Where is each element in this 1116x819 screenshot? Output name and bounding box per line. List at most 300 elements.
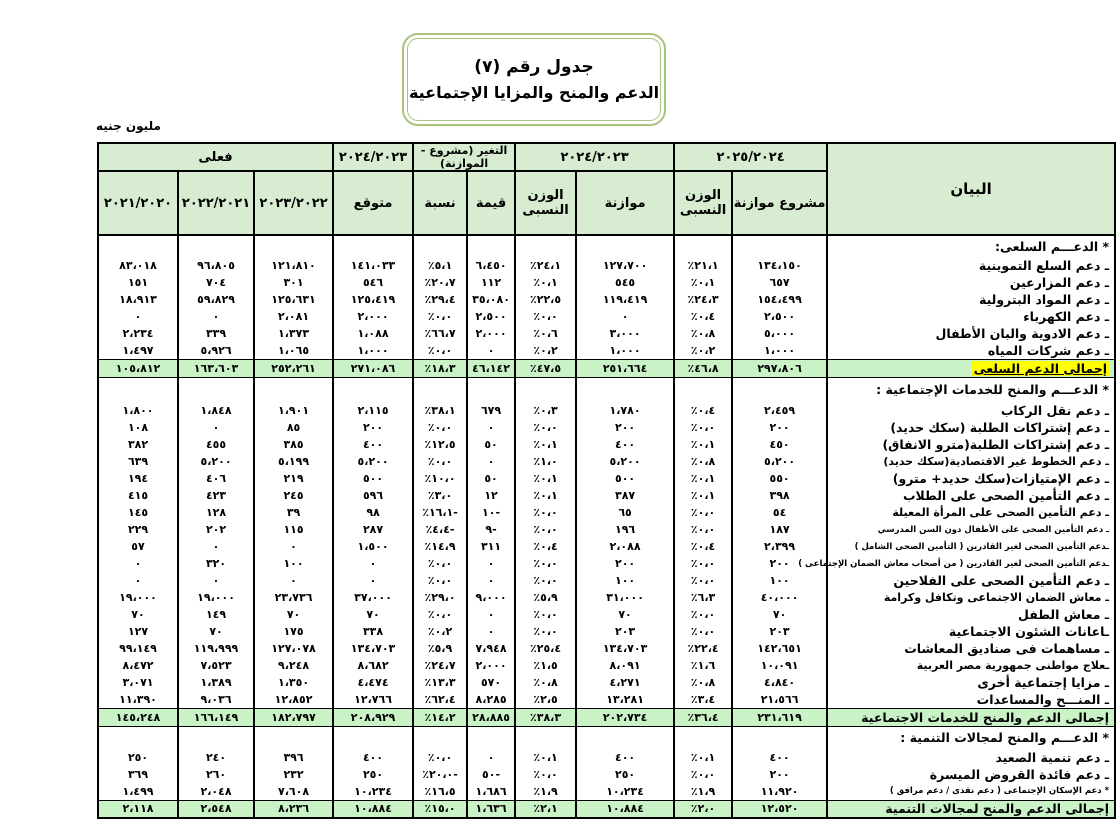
table-row (98, 749, 1115, 766)
cell-value: ٪٣٦،٤ (674, 708, 732, 726)
cell-value: ٪١،٩ (674, 783, 732, 800)
cell-value: ٪٠،٠ (674, 606, 732, 623)
cell-value (98, 726, 178, 749)
cell-value: ١٢٥،٦٣١ (254, 291, 333, 308)
cell-value: ٢١٩ (254, 470, 333, 487)
highlighted-total-label: إجمالى الدعم السلعى (973, 360, 1108, 376)
cell-value: ٣٧،٠٠٠ (333, 589, 413, 606)
cell-value: ١١٥ (254, 521, 333, 538)
cell-value: ٢٥٠ (98, 749, 178, 766)
cell-value: ٥٠ (467, 470, 515, 487)
table-row (98, 342, 1115, 359)
col-header-budget-project: مشروع موازنة (732, 171, 827, 235)
cell-value: ٤٠،٠٠٠ (732, 589, 827, 606)
total-row (98, 359, 1115, 377)
cell-value: ٢٠٠ (576, 555, 674, 572)
table-row (98, 572, 1115, 589)
cell-value: ٢،٤٥٩ (732, 402, 827, 419)
cell-value: ٣،٠٧١ (98, 674, 178, 691)
row-label: ـ المنـــح والمساعدات (827, 691, 1115, 708)
table-title-box (402, 33, 666, 126)
cell-value: ٠ (467, 749, 515, 766)
cell-value: ٪١،٦ (674, 657, 732, 674)
row-label: ـ دعم الخطوط غير الاقتصادية(سكك حديد) (827, 453, 1115, 470)
cell-value: ١١٢ (467, 274, 515, 291)
cell-value: ٪٣،٠ (413, 487, 467, 504)
cell-value: ٪٠،١ (674, 274, 732, 291)
cell-value: ٪٢٠،٠- (413, 766, 467, 783)
cell-value: ٢١،٥٦٦ (732, 691, 827, 708)
cell-value: ٥٠ (467, 436, 515, 453)
cell-value: ٪١٦،١- (413, 504, 467, 521)
cell-value: ٠ (254, 572, 333, 589)
cell-value (254, 726, 333, 749)
cell-value: ٠ (333, 555, 413, 572)
cell-value: ٩٦،٨٠٥ (178, 257, 254, 274)
cell-value: ٢٩٧،٨٠٦ (732, 359, 827, 377)
section-row (98, 377, 1115, 402)
cell-value: ٪٢٢،٥ (515, 291, 576, 308)
cell-value: ٤،٤٧٤ (333, 674, 413, 691)
cell-value: ١٢،٨٥٢ (254, 691, 333, 708)
cell-value: ٪٠،٣ (515, 402, 576, 419)
cell-value: ٤٥٥ (178, 436, 254, 453)
cell-value: ٪٠،٠ (515, 766, 576, 783)
cell-value: ١٤٢،٦٥١ (732, 640, 827, 657)
table-header (98, 143, 1115, 235)
cell-value (732, 726, 827, 749)
cell-value: ٢٠٢،٧٣٤ (576, 708, 674, 726)
cell-value: ٠ (467, 606, 515, 623)
cell-value: ٪١٠،٠ (413, 470, 467, 487)
cell-value: ١،٣٥٠ (254, 674, 333, 691)
cell-value: ٢٦٠ (178, 766, 254, 783)
cell-value: ١٢،٧٦٦ (333, 691, 413, 708)
cell-value: ١٩،٠٠٠ (98, 589, 178, 606)
cell-value: ١٠٠ (254, 555, 333, 572)
cell-value: ٪٢٥،٤ (515, 640, 576, 657)
cell-value: ٪٠،٠ (413, 308, 467, 325)
cell-value: ٢٥٠ (576, 766, 674, 783)
cell-value: ٢٠٣ (732, 623, 827, 640)
total-row (98, 800, 1115, 818)
cell-value: ١٠،٠٩١ (732, 657, 827, 674)
cell-value: ٠ (333, 572, 413, 589)
cell-value: ٪١٣،٣ (413, 674, 467, 691)
cell-value: ١٤٥،٢٤٨ (98, 708, 178, 726)
table-subject-title: الدعم والمنح والمزايا الإجتماعية (408, 83, 660, 102)
cell-value (515, 377, 576, 402)
cell-value: ٧٠ (178, 623, 254, 640)
cell-value (333, 377, 413, 402)
cell-value: ٢،٢٣٤ (98, 325, 178, 342)
cell-value: ١،٤٩٩ (98, 783, 178, 800)
cell-value: ٢٥١،٦٦٤ (576, 359, 674, 377)
col-group-2023-2024: ٢٠٢٤/٢٠٢٣ (515, 143, 674, 171)
cell-value: ٨٣،٠١٨ (98, 257, 178, 274)
row-label: ـ دعم شركات المياه (827, 342, 1115, 359)
cell-value: ٠ (98, 308, 178, 325)
table-row (98, 487, 1115, 504)
cell-value: ٧٠ (732, 606, 827, 623)
row-label: ـ دعم التأمين الصحى على الفلاحين (827, 572, 1115, 589)
cell-value: ٢٣،٧٣٦ (254, 589, 333, 606)
cell-value: ٣٩٨ (732, 487, 827, 504)
cell-value: ٪٠،١ (515, 274, 576, 291)
cell-value: ١،٨٤٨ (178, 402, 254, 419)
cell-value: ٢٠٠ (576, 419, 674, 436)
cell-value: ٪٠،٤ (674, 308, 732, 325)
row-label: ـدعم التأمين الصحى لغير القادرين ( من أصحاب معاش الضمان الإجتماعى ) (827, 555, 1115, 572)
cell-value: ٪٤٧،٥ (515, 359, 576, 377)
table-row (98, 589, 1115, 606)
cell-value: ٨٥ (254, 419, 333, 436)
cell-value: ١٠٥،٨١٢ (98, 359, 178, 377)
row-label: ـ مزايا إجتماعية أخرى (827, 674, 1115, 691)
col-header-change-value: قيمة (467, 171, 515, 235)
cell-value (674, 377, 732, 402)
cell-value (732, 377, 827, 402)
col-header-relative-weight-project: الوزن النسبى (674, 171, 732, 235)
cell-value (178, 377, 254, 402)
budget-table (97, 142, 1116, 819)
cell-value: ٢٠٨،٩٢٩ (333, 708, 413, 726)
cell-value: ١٣٤،٧٠٣ (333, 640, 413, 657)
row-label: ـ مساهمات فى صناديق المعاشات (827, 640, 1115, 657)
table-number-title: جدول رقم (٧) (474, 57, 594, 77)
cell-value: ٢٥٠ (333, 766, 413, 783)
cell-value: ١٦٣،٦٠٣ (178, 359, 254, 377)
cell-value: ٢،٠٤٨ (178, 783, 254, 800)
cell-value: ٪٠،٠ (515, 521, 576, 538)
cell-value: ٦٥ (576, 504, 674, 521)
cell-value: ٠ (178, 572, 254, 589)
cell-value: ١٩٤ (98, 470, 178, 487)
row-label: ـ دعم التأمين الصحى على الأطفال دون السن المدرسي (827, 521, 1115, 538)
cell-value: ٣٠١ (254, 274, 333, 291)
cell-value: ٪٠،٠ (515, 308, 576, 325)
row-label: ـ دعم إشتراكات الطلبة(مترو الانفاق) (827, 436, 1115, 453)
cell-value: ٪٠،١ (674, 470, 732, 487)
row-label (827, 359, 1115, 377)
cell-value: ٤٦،١٤٢ (467, 359, 515, 377)
cell-value: ١٢ (467, 487, 515, 504)
cell-value: ٥،٠٠٠ (732, 325, 827, 342)
cell-value: ٪١٥،٠ (413, 800, 467, 818)
cell-value: ٢٣١،٦١٩ (732, 708, 827, 726)
cell-value: ٢٠٠ (732, 766, 827, 783)
cell-value (674, 235, 732, 257)
cell-value: ١٩٦ (576, 521, 674, 538)
table-row (98, 555, 1115, 572)
cell-value: ٪٣٨،٣ (515, 708, 576, 726)
cell-value: ٣٩ (254, 504, 333, 521)
cell-value: ١٢،٥٢٠ (732, 800, 827, 818)
cell-value: ٣٣٨ (333, 623, 413, 640)
cell-value: ٪٠،١ (515, 470, 576, 487)
cell-value: ٪٥،٩ (515, 589, 576, 606)
cell-value: ٥٤ (732, 504, 827, 521)
cell-value: ٢،٠٠٠ (333, 308, 413, 325)
cell-value: ٣١١ (467, 538, 515, 555)
table-title-inner-frame (407, 38, 661, 121)
cell-value: ٪٦٢،٤ (413, 691, 467, 708)
cell-value: ٥٠- (467, 766, 515, 783)
cell-value: ١٨،٩١٣ (98, 291, 178, 308)
cell-value: ٧،٦٠٨ (254, 783, 333, 800)
cell-value: ٪٠،٨ (515, 674, 576, 691)
cell-value: ٢٤٠ (178, 749, 254, 766)
cell-value: ١٠،٨٨٤ (333, 800, 413, 818)
cell-value: ٪٠،٠ (515, 555, 576, 572)
cell-value: ٩٨ (333, 504, 413, 521)
cell-value (515, 726, 576, 749)
col-header-relative-weight-budget: الوزن النسبى (515, 171, 576, 235)
cell-value: ٨،٢٣٦ (254, 800, 333, 818)
cell-value: ٣٣٩ (178, 325, 254, 342)
cell-value: ٪٠،٠ (674, 623, 732, 640)
cell-value: ٢٧١،٠٨٦ (333, 359, 413, 377)
cell-value: ٪٠،٢ (674, 342, 732, 359)
cell-value: ٪١٤،٩ (413, 538, 467, 555)
cell-value: ٤٠٠ (576, 749, 674, 766)
cell-value: ٨،٤٧٢ (98, 657, 178, 674)
cell-value: ٢٠٠ (732, 419, 827, 436)
cell-value: ٥٧٠ (467, 674, 515, 691)
table-row (98, 291, 1115, 308)
cell-value: ٪٣،٤ (674, 691, 732, 708)
cell-value: ٥،١٩٩ (254, 453, 333, 470)
cell-value: ٧،٥٢٣ (178, 657, 254, 674)
row-label: ـ دعم المواد البترولية (827, 291, 1115, 308)
row-label: ـ معاش الطفل (827, 606, 1115, 623)
cell-value: ٪٠،٨ (674, 325, 732, 342)
cell-value: ٧٠ (333, 606, 413, 623)
row-label: إجمالى الدعم والمنح لمجالات التنمية (827, 800, 1115, 818)
table-row (98, 274, 1115, 291)
cell-value (98, 235, 178, 257)
cell-value: ٪٠،٤ (674, 538, 732, 555)
cell-value: ٪١٦،٥ (413, 783, 467, 800)
cell-value: ٤٠٠ (333, 749, 413, 766)
cell-value: ٦٥٧ (732, 274, 827, 291)
cell-value: ٣٥،٠٨٠ (467, 291, 515, 308)
cell-value (333, 235, 413, 257)
cell-value (576, 726, 674, 749)
cell-value (732, 235, 827, 257)
cell-value: ٦٣٩ (98, 453, 178, 470)
cell-value: ٤،٨٤٠ (732, 674, 827, 691)
cell-value: ٣٩٦ (254, 749, 333, 766)
cell-value: ٪٠،١ (515, 749, 576, 766)
cell-value: ٪٠،٠ (674, 766, 732, 783)
cell-value: ٪٠،٠ (674, 419, 732, 436)
cell-value (98, 377, 178, 402)
table-row (98, 436, 1115, 453)
cell-value: ٪٠،٠ (413, 453, 467, 470)
row-label: ـ دعم الكهرباء (827, 308, 1115, 325)
section-row (98, 726, 1115, 749)
cell-value: ٢،٠٨٨ (576, 538, 674, 555)
cell-value: ٪٠،٠ (515, 419, 576, 436)
cell-value: ١٣٤،٧٠٣ (576, 640, 674, 657)
row-label: ـدعم التأمين الصحى لغير القادرين ( التأمين الصحى الشامل ) (827, 538, 1115, 555)
cell-value: ١٢٥،٤١٩ (333, 291, 413, 308)
cell-value: ١٤٥ (98, 504, 178, 521)
cell-value: ١٠،٢٣٤ (333, 783, 413, 800)
cell-value: ١،٦٨٦ (467, 783, 515, 800)
cell-value: ٣٦٩ (98, 766, 178, 783)
cell-value: ١٥٤،٤٩٩ (732, 291, 827, 308)
cell-value: ٪٠،٦ (515, 325, 576, 342)
cell-value: ٤٥٠ (732, 436, 827, 453)
cell-value (576, 377, 674, 402)
row-label: ـ دعم الادوية والبان الأطفال (827, 325, 1115, 342)
cell-value: ٪١،٩ (515, 783, 576, 800)
cell-value: ١٩،٠٠٠ (178, 589, 254, 606)
cell-value: ١٠- (467, 504, 515, 521)
table-row (98, 766, 1115, 783)
row-label: ـ دعم الإمتيازات(سكك حديد+ مترو) (827, 470, 1115, 487)
row-label: * دعم الإسكان الإجتماعى ( دعم نقدى / دعم مرافق ) (827, 783, 1115, 800)
cell-value: ١،٦٣٦ (467, 800, 515, 818)
cell-value: ٪٢٤،٣ (674, 291, 732, 308)
row-label: ـ دعم التأمين الصحى على المرأة المعيلة (827, 504, 1115, 521)
cell-value: ٣٢٠ (178, 555, 254, 572)
cell-value (413, 235, 467, 257)
cell-value: ١٨٢،٧٩٧ (254, 708, 333, 726)
cell-value: ٪٠،٠ (413, 342, 467, 359)
cell-value: ٪٠،٠ (674, 521, 732, 538)
cell-value: ٠ (467, 453, 515, 470)
cell-value: ٢،٥٤٨ (178, 800, 254, 818)
cell-value: ١،٠٠٠ (576, 342, 674, 359)
cell-value: ٢،٠٨١ (254, 308, 333, 325)
cell-value: ٢،٥٠٠ (467, 308, 515, 325)
cell-value (467, 235, 515, 257)
cell-value: ١٤٩ (178, 606, 254, 623)
cell-value: ٢٠٠ (732, 555, 827, 572)
table-row (98, 674, 1115, 691)
cell-value: ٧٠٤ (178, 274, 254, 291)
cell-value: ٢٠٣ (576, 623, 674, 640)
cell-value: ١٠٨ (98, 419, 178, 436)
row-label: ـ دعم التأمين الصحى على الطلاب (827, 487, 1115, 504)
cell-value: ١٢٧ (98, 623, 178, 640)
cell-value: ٪٠،٠ (413, 572, 467, 589)
cell-value: ١٢٧،٧٠٠ (576, 257, 674, 274)
cell-value: ٣٨٥ (254, 436, 333, 453)
cell-value: ١٠،٨٨٤ (576, 800, 674, 818)
cell-value: ٪٢،١ (515, 800, 576, 818)
table-row (98, 623, 1115, 640)
cell-value: ١،٠٦٥ (254, 342, 333, 359)
section-row (98, 235, 1115, 257)
cell-value: ٥٤٥ (576, 274, 674, 291)
cell-value: ٪٢،٥ (515, 691, 576, 708)
cell-value (674, 726, 732, 749)
cell-value: ٧٠ (576, 606, 674, 623)
col-header-change-percent: نسبة (413, 171, 467, 235)
cell-value: ٥،٢٠٠ (178, 453, 254, 470)
cell-value: ٥٠٠ (333, 470, 413, 487)
cell-value: ٪٠،١ (674, 487, 732, 504)
cell-value: ٤١٥ (98, 487, 178, 504)
cell-value: ٠ (178, 419, 254, 436)
cell-value: ٪٠،١ (674, 436, 732, 453)
cell-value (333, 726, 413, 749)
cell-value: ٤٢٣ (178, 487, 254, 504)
table-row (98, 308, 1115, 325)
cell-value: ٪٢٠،٧ (413, 274, 467, 291)
cell-value: ٨،٦٨٢ (333, 657, 413, 674)
cell-value: ٦٧٩ (467, 402, 515, 419)
cell-value (178, 235, 254, 257)
cell-value: ٩،٠٠٠ (467, 589, 515, 606)
cell-value: ٪٠،٤ (515, 538, 576, 555)
row-label: ـ دعم المزارعين (827, 274, 1115, 291)
cell-value: ٪٠،٠ (674, 504, 732, 521)
row-label: ـ دعم تنمية الصعيد (827, 749, 1115, 766)
cell-value: ١٥١ (98, 274, 178, 291)
cell-value: ٪٤٦،٨ (674, 359, 732, 377)
cell-value: ١٦٦،١٤٩ (178, 708, 254, 726)
cell-value (467, 377, 515, 402)
cell-value (413, 726, 467, 749)
table-row (98, 657, 1115, 674)
total-row (98, 708, 1115, 726)
cell-value: ٥،٢٠٠ (576, 453, 674, 470)
row-label: * الدعـــم والمنح لمجالات التنمية : (827, 726, 1115, 749)
cell-value: ٪٠،٢ (413, 623, 467, 640)
cell-value: ٪٦٦،٧ (413, 325, 467, 342)
cell-value: ٪٢٤،٧ (413, 657, 467, 674)
cell-value: ١١٩،٩٩٩ (178, 640, 254, 657)
row-label: ـ دعم السلع التموينية (827, 257, 1115, 274)
cell-value: ٪٠،٠ (413, 749, 467, 766)
cell-value: ٠ (178, 308, 254, 325)
cell-value: ٥،٢٠٠ (333, 453, 413, 470)
cell-value: ٧،٩٤٨ (467, 640, 515, 657)
cell-value: ٠ (178, 538, 254, 555)
cell-value: ٪٠،٨ (674, 453, 732, 470)
row-label: ـ دعم فائدة القروض الميسرة (827, 766, 1115, 783)
cell-value: ٢٣٢ (254, 766, 333, 783)
cell-value (254, 235, 333, 257)
cell-value: ٪٠،٨ (674, 674, 732, 691)
cell-value: ٨،٠٩١ (576, 657, 674, 674)
cell-value: ١٨٧ (732, 521, 827, 538)
cell-value: ١٧٥ (254, 623, 333, 640)
cell-value: ٢٠٢ (178, 521, 254, 538)
cell-value: ٤٠٠ (333, 436, 413, 453)
table-row (98, 470, 1115, 487)
cell-value: ٠ (98, 572, 178, 589)
row-label: إجمالى الدعم والمنح للخدمات الاجتماعية (827, 708, 1115, 726)
cell-value: ٠ (467, 623, 515, 640)
cell-value: ٢٢٩ (98, 521, 178, 538)
table-row (98, 783, 1115, 800)
cell-value: ٣١،٠٠٠ (576, 589, 674, 606)
cell-value: ٩- (467, 521, 515, 538)
cell-value (254, 377, 333, 402)
cell-value: ٢٤٥ (254, 487, 333, 504)
cell-value: ٠ (467, 419, 515, 436)
cell-value: ٪٠،٠ (413, 606, 467, 623)
cell-value: ١١٩،٤١٩ (576, 291, 674, 308)
cell-value: ٥٥٠ (732, 470, 827, 487)
cell-value: ٪٠،٠ (515, 606, 576, 623)
